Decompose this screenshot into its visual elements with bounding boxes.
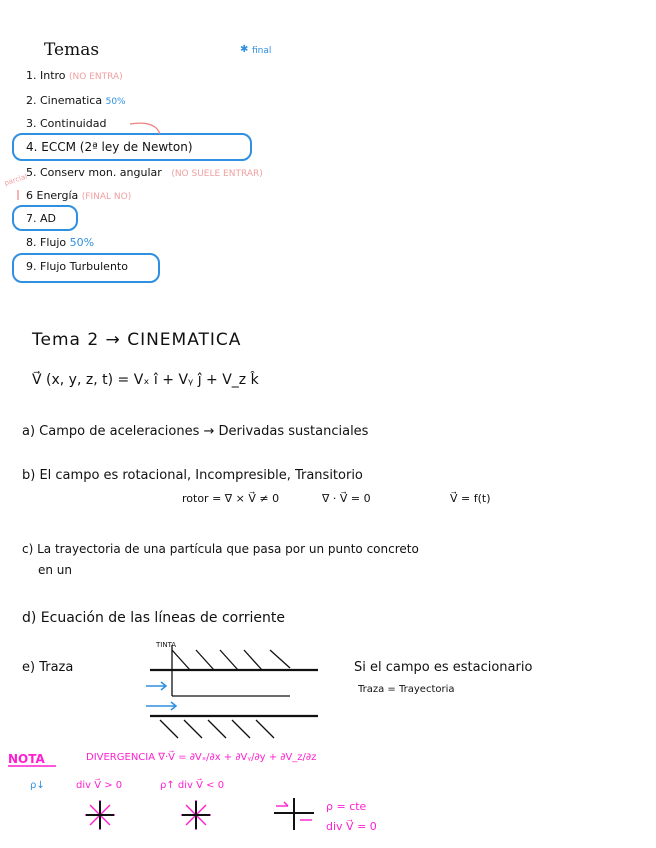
tema-item-text: 8. Flujo [26, 236, 67, 249]
tema-item-text: 3. Continuidad [26, 117, 107, 130]
nota-label: NOTA [8, 752, 45, 766]
b-transient: V⃗ = f(t) [450, 492, 491, 505]
tema-item-text: 1. Intro [26, 69, 66, 82]
tema-item-note: 50% [105, 97, 126, 107]
tema-item-note: 50% [69, 236, 95, 249]
final-note: final [252, 46, 272, 56]
tema-item-text: 6 Energía [26, 189, 79, 202]
item-c-line2: en un [38, 563, 73, 577]
b-rotor: rotor = ∇ × V⃗ ≠ 0 [182, 492, 280, 505]
tema-item-text: 2. Cinematica [26, 94, 103, 107]
divergencia-formula: DIVERGENCIA ∇·V⃗ = ∂Vₓ/∂x + ∂Vᵧ/∂y + ∂V_z/∂z [86, 752, 317, 763]
item-d: d) Ecuación de las líneas de corriente [22, 610, 285, 626]
tema-item-text: 5. Conserv mon. angular [26, 166, 162, 179]
tinta-label: TINTA [156, 641, 177, 649]
item-c-line1: c) La trayectoria de una partícula que pasa por un punto concreto [22, 542, 419, 556]
traza-trayectoria-note: Traza = Trayectoria [358, 684, 455, 695]
parcial-side-note: parcial [3, 172, 29, 188]
temas-title: Temas [44, 40, 100, 60]
tema-item-text: 4. ECCM (2ª ley de Newton) [26, 140, 193, 154]
item-a: a) Campo de aceleraciones → Derivadas sustanciales [22, 424, 369, 439]
tema-item-note: (FINAL NO) [81, 192, 132, 202]
b-divergence: ∇ · V⃗ = 0 [322, 492, 371, 505]
tema-item-text: 9. Flujo Turbulento [26, 260, 128, 273]
tema-item-note: (NO ENTRA) [69, 72, 123, 82]
item-b: b) El campo es rotacional, Incompresible, Transitorio [22, 468, 363, 483]
div-zero-label: div V⃗ = 0 [326, 820, 377, 833]
rho-constant-label: ρ = cte [326, 800, 367, 813]
div-negative-label: ρ↑ div V⃗ < 0 [160, 780, 225, 791]
tema-item-text: 7. AD [26, 212, 56, 225]
tema-item-note: (NO SUELE ENTRAR) [171, 169, 263, 179]
estacionario-note: Si el campo es estacionario [354, 660, 533, 675]
final-star-icon: ✱ [240, 44, 249, 55]
rho-decrease: ρ↓ [30, 780, 45, 791]
div-positive-label: div V⃗ > 0 [76, 780, 123, 791]
tema2-heading: Tema 2 → CINEMATICA [32, 330, 242, 350]
velocity-equation: V⃗ (x, y, z, t) = Vₓ î + Vᵧ ĵ + V_z k̂ [32, 372, 259, 388]
item-e-label: e) Traza [22, 660, 74, 675]
